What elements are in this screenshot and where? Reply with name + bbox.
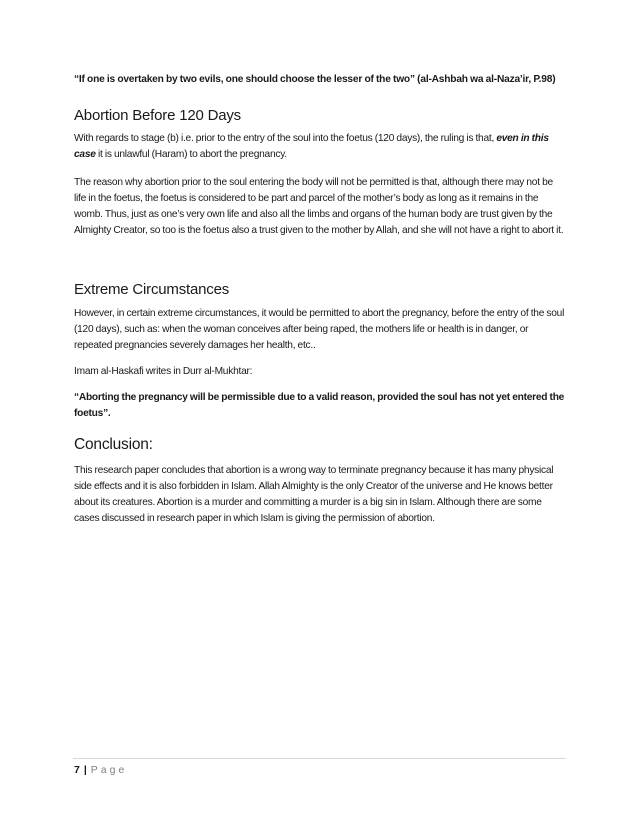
document-page [74, 72, 566, 527]
paragraph-stage-b-text-start: With regards to stage (b) i.e. prior to the entry of the soul into the foetus (120 days), the ruling is that, [74, 133, 497, 144]
heading-extreme-circumstances: Extreme Circumstances [74, 281, 230, 298]
heading-abortion-before-120-days: Abortion Before 120 Days [74, 107, 241, 124]
opening-quote: “If one is overtaken by two evils, one should choose the lesser of the two” (al-Ashbah wa al-Naza’ir, P.98) [74, 74, 556, 85]
paragraph-reason: The reason why abortion prior to the soul entering the body will not be permitted is that, although there may not be life in the foetus, the foetus is considered to be part and parcel of the mother’s body as long as it remains in the womb. Thus, just as one’s very own life and also all the limbs and organs of the human body are trust given by the Almighty Creator, so too is the foetus also a trust given to the mother by Allah, and she will not have a right to abort it. [74, 177, 564, 236]
footer-separator: | [83, 764, 87, 776]
page-footer [74, 764, 127, 776]
paragraph-conclusion: This research paper concludes that abortion is a wrong way to terminate pregnancy because it has many physical side effects and it is also forbidden in Islam. Allah Almighty is the only Creator of the universe and He knows better about its creatures. Abortion is a murder and committing a murder is a big sin in Islam. Although there are some cases discussed in research paper in which Islam is giving the permission of abortion. [74, 465, 554, 524]
paragraph-stage-b [74, 131, 566, 163]
paragraph-stage-b-text-end: it is unlawful (Haram) to abort the pregnancy. [95, 149, 287, 160]
paragraph-extreme-circumstances: However, in certain extreme circumstances, it would be permitted to abort the pregnancy, before the entry of the soul (120 days), such as: when the woman conceives after being raped, the mothers life or health is in danger, or repeated pregnancies severely damages her health, etc.. [74, 308, 565, 351]
durr-al-mukhtar-quote: “Aborting the pregnancy will be permissible due to a valid reason, provided the soul has not yet entered the foetus”. [74, 392, 565, 419]
page-label: Page [90, 764, 128, 776]
page-number: 7 [74, 764, 80, 776]
heading-conclusion: Conclusion: [74, 436, 153, 453]
footer-divider [73, 758, 566, 759]
paragraph-imam-haskafi: Imam al-Haskafi writes in Durr al-Mukhtar: [74, 366, 253, 377]
paragraph-stage-b-emphasis: even in this case [74, 133, 549, 160]
